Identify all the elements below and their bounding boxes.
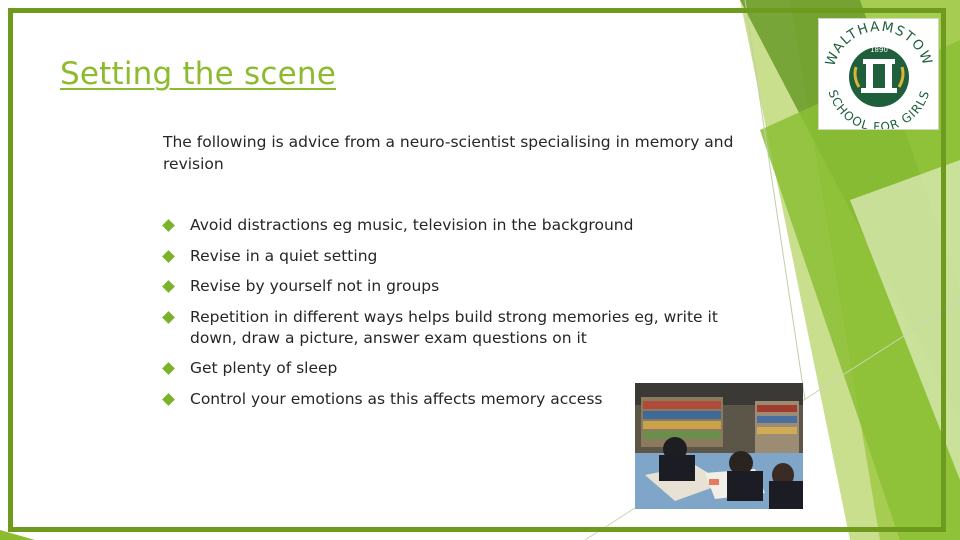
bullet-text: Avoid distractions eg music, television in the background [190, 216, 634, 234]
logo-year: 1890 [870, 46, 888, 54]
svg-text:SCHOOL FOR GIRLS: SCHOOL FOR GIRLS [825, 88, 933, 129]
intro-text: The following is advice from a neuro-scientist specialising in memory and revision [163, 133, 734, 173]
bullet-item [163, 358, 763, 379]
diamond-bullet-icon [162, 219, 175, 232]
bullet-text: Revise in a quiet setting [190, 246, 378, 265]
svg-text:WALTHAMSTOW: WALTHAMSTOW [822, 19, 936, 69]
bullet-text: Get plenty of sleep [190, 359, 338, 377]
diamond-bullet-icon [162, 250, 175, 263]
diamond-bullet-icon [162, 280, 175, 293]
bullet-text: Control your emotions as this affects memory access [190, 389, 603, 408]
bullet-text: Revise by yourself not in groups [190, 277, 440, 295]
classroom-photo [635, 383, 803, 509]
slide-title: Setting the scene [60, 56, 336, 92]
students-studying-image [635, 383, 803, 509]
diamond-bullet-icon [162, 311, 175, 324]
bullet-item [163, 307, 763, 349]
bullet-text: Repetition in different ways helps build strong memories eg, write it down, draw a picture, answer exam questions on it [190, 307, 718, 347]
bullet-item [163, 276, 763, 297]
diamond-bullet-icon [162, 362, 175, 375]
diamond-bullet-icon [162, 393, 175, 406]
bullet-item [163, 215, 763, 236]
school-crest-icon [819, 19, 938, 129]
bullet-item [163, 246, 763, 267]
school-logo [818, 18, 939, 130]
